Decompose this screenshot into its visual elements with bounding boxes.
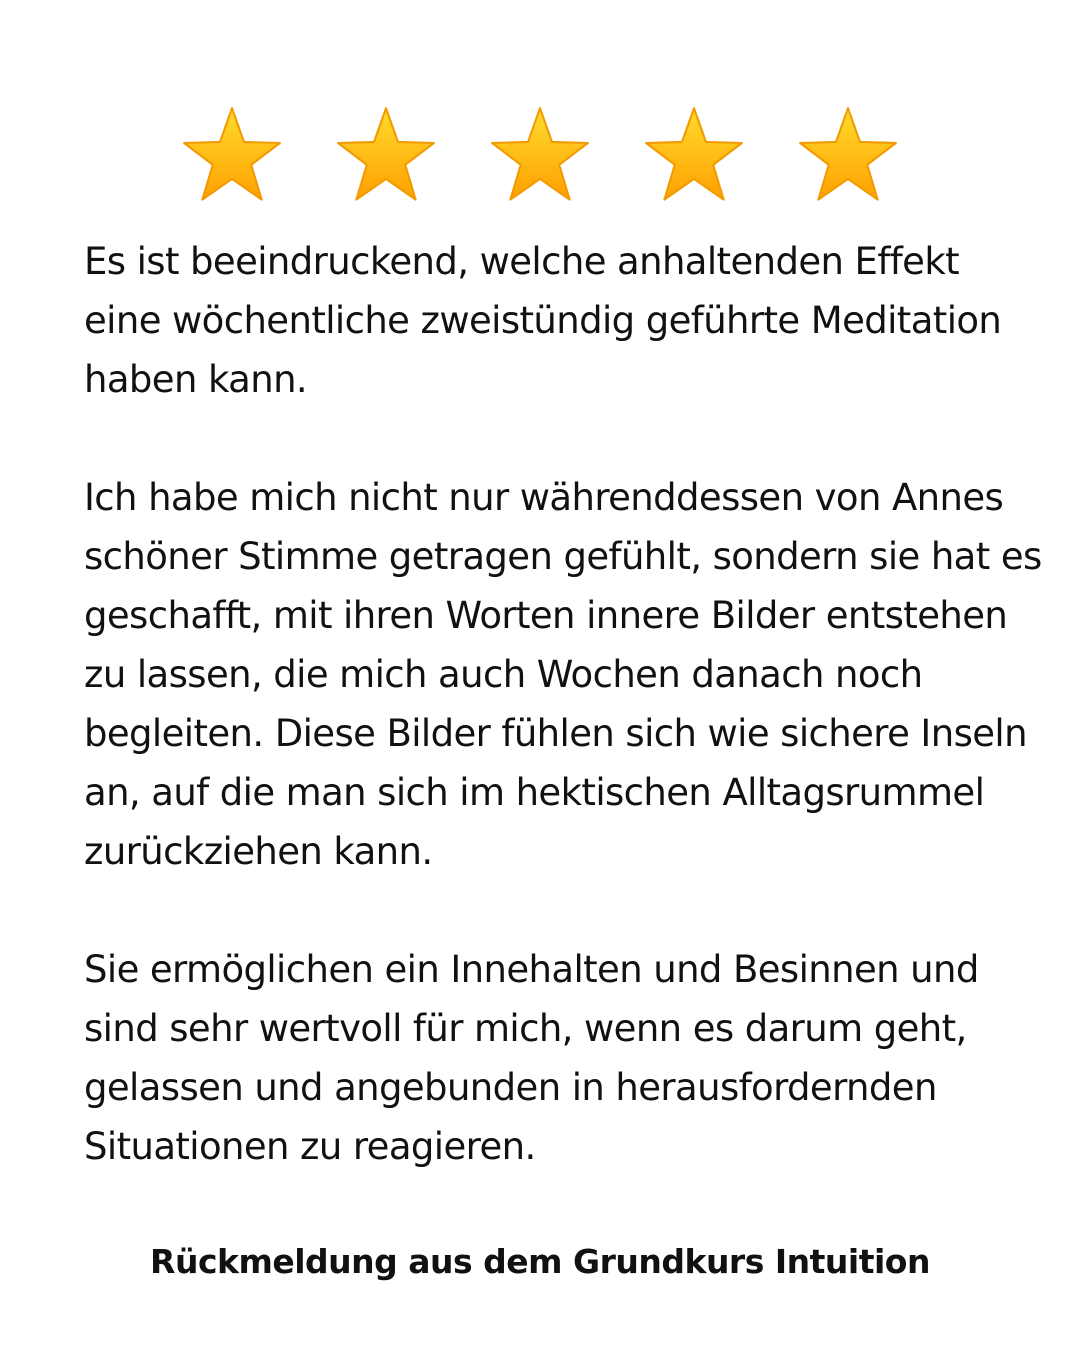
star-icon bbox=[180, 104, 284, 208]
review-source: Rückmeldung aus dem Grundkurs Intuition bbox=[150, 1242, 930, 1281]
star-icon bbox=[796, 104, 900, 208]
star-icon bbox=[334, 104, 438, 208]
star-icon bbox=[642, 104, 746, 208]
review-paragraph: Ich habe mich nicht nur währenddessen von Annes schöner Stimme getragen gefühlt, sondern sie hat es geschafft, mit ihren Worten innere Bilder entstehen zu lassen, die mich auch Wochen danach noch begleiten. Diese Bilder fühlen sich wie sichere Inseln an, auf die man sich im hektischen Alltagsrummel zurückziehen kann. bbox=[84, 476, 1042, 873]
star-icon bbox=[488, 104, 592, 208]
review-paragraph: Sie ermöglichen ein Innehalten und Besinnen und sind sehr wertvoll für mich, wenn es darum geht, gelassen und angebunden in herausfordernden Situationen zu reagieren. bbox=[84, 948, 979, 1168]
review-paragraph: Es ist beeindruckend, welche anhaltenden Effekt eine wöchentliche zweistündig geführte Meditation haben kann. bbox=[84, 240, 1002, 401]
review-text bbox=[84, 232, 1044, 1176]
star-rating bbox=[0, 104, 1080, 208]
